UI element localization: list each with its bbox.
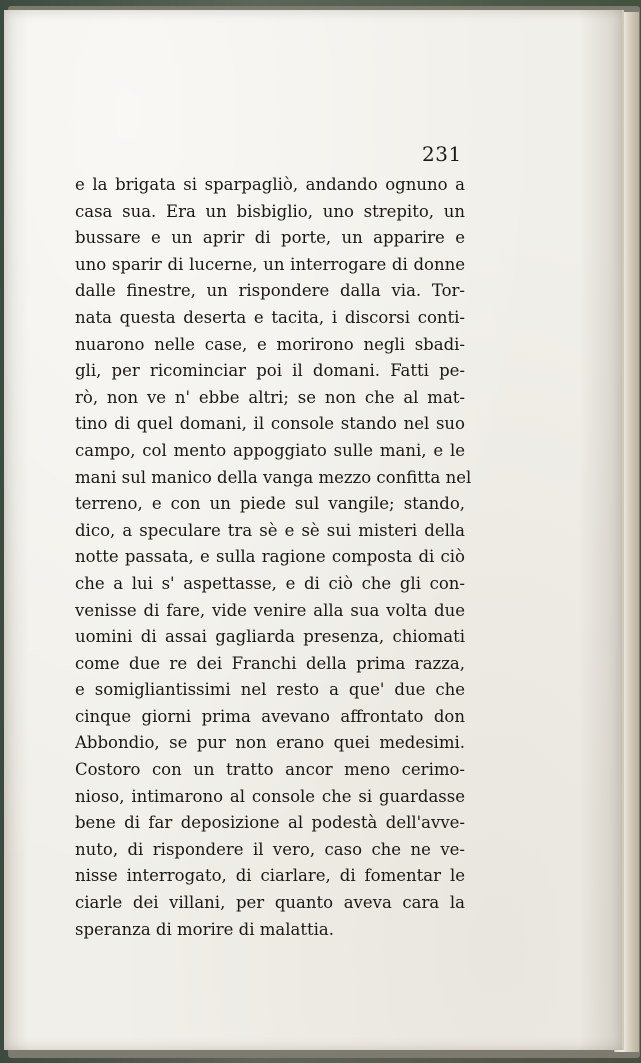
text-line: nisse interrogato, di ciarlare, di fomentar le [75, 866, 465, 886]
text-line: nioso, intimarono al console che si guardasse [75, 786, 465, 806]
text-line: mani sul manico della vanga mezzo confitta nel [75, 467, 472, 487]
text-line: Costoro con un tratto ancor meno cerimo- [75, 760, 465, 780]
text-line: uno sparir di lucerne, un interrogare di donne [75, 254, 465, 274]
text-line: nuto, di rispondere il vero, caso che ne ve- [75, 839, 465, 859]
text-line: venisse di fare, vide venire alla sua volta due [75, 600, 465, 620]
text-line: campo, col mento appoggiato sulle mani, e le [75, 440, 465, 460]
text-line: uomini di assai gagliarda presenza, chiomati [75, 627, 465, 647]
text-line: rò, non ve n' ebbe altri; se non che al mat- [75, 387, 465, 407]
text-line: bene di far deposizione al podestà dell'avve- [75, 813, 465, 833]
text-line: nata questa deserta e tacita, i discorsi conti- [75, 307, 465, 327]
text-line: casa sua. Era un bisbiglio, uno strepito, un [75, 201, 465, 221]
text-line: tino di quel domani, il console stando nel suo [75, 414, 465, 434]
text-line: nuarono nelle case, e morirono negli sbadi- [75, 334, 465, 354]
text-line: dico, a speculare tra sè e sè sui misteri della [75, 520, 465, 540]
text-line: dalle finestre, un rispondere dalla via. Tor- [75, 281, 465, 301]
body-text [75, 172, 472, 943]
text-line: cinque giorni prima avevano affrontato don [75, 706, 465, 726]
text-line: Abbondio, se pur non erano quei medesimi. [75, 733, 465, 753]
text-line: che a lui s' aspettasse, e di ciò che gli con- [75, 573, 465, 593]
text-line: bussare e un aprir di porte, un apparire e [75, 228, 465, 248]
text-line: notte passata, e sulla ragione composta di ciò [75, 547, 465, 567]
text-line: ciarle dei villani, per quanto aveva cara la [75, 893, 465, 913]
page-number: 231 [422, 142, 462, 166]
text-line: gli, per ricominciar poi il domani. Fatti pe- [75, 361, 465, 381]
text-line: come due re dei Franchi della prima razza, [75, 653, 465, 673]
text-line: terreno, e con un piede sul vangile; stando, [75, 494, 465, 514]
text-line-final: speranza di morire di malattia. [75, 919, 334, 939]
text-line: e somigliantissimi nel resto a que' due che [75, 680, 465, 700]
text-line: e la brigata si sparpagliò, andando ognuno a [75, 175, 465, 194]
